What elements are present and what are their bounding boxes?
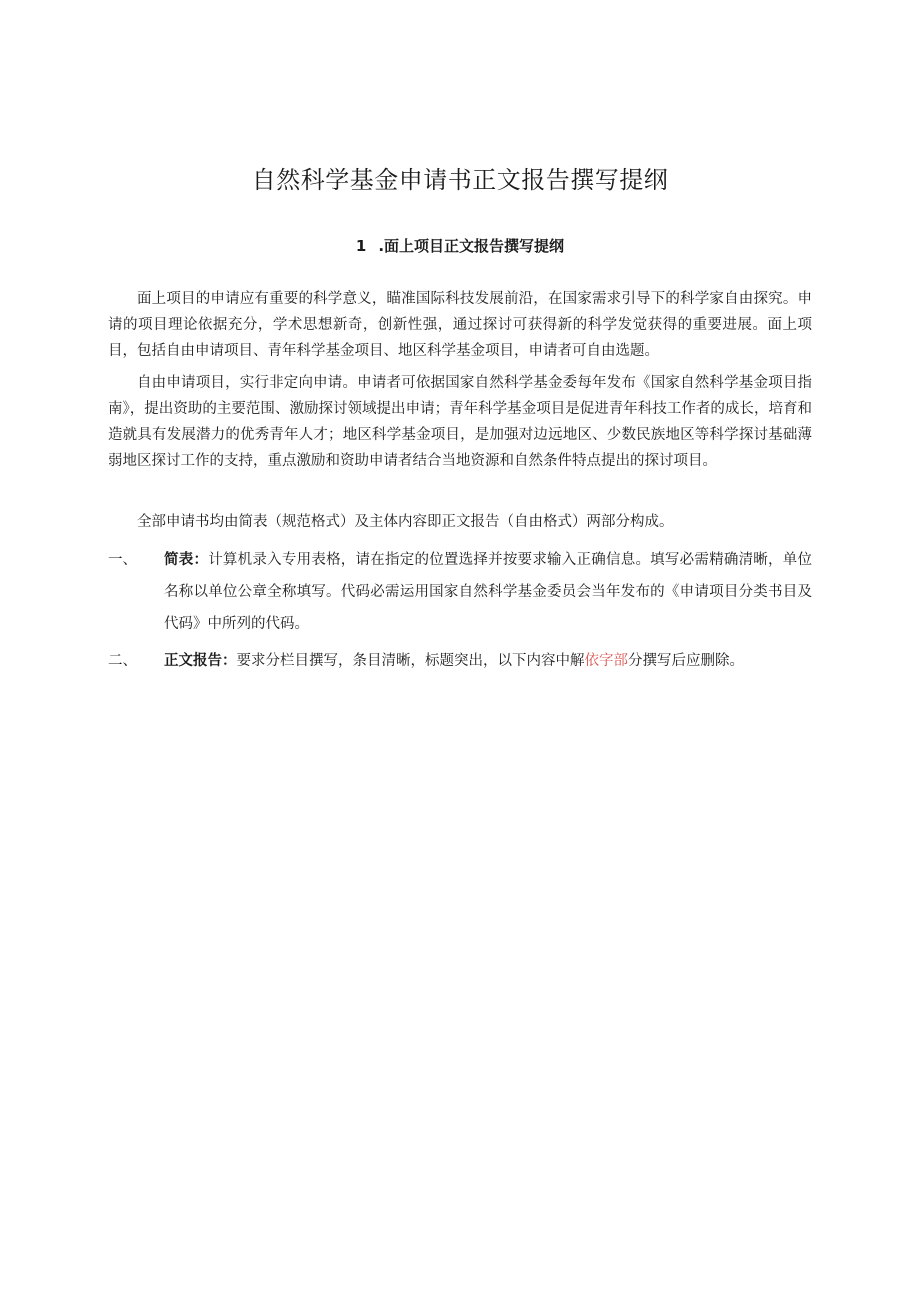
list-text-after: 分撰写后应删除。 xyxy=(628,653,744,669)
list-label: 简表： xyxy=(164,552,209,568)
list-item-brief-form xyxy=(108,544,812,640)
paragraph-2: 自由申请项目，实行非定向申请。申请者可依据国家自然科学基金委每年发布《国家自然科学基金项目指南》，提出资助的主要范围、激励探讨领域提出申请；青年科学基金项目是促进青年科技工作者的成长，培育和造就具有发展潜力的优秀青年人才；地区科学基金项目，是加强对边远地区、少数民族地区等科学探讨基础薄弱地区探讨工作的支持，重点激励和资助申请者结合当地资源和自然条件特点提出的探讨项目。 xyxy=(108,375,812,469)
paragraph-3-block xyxy=(108,509,812,535)
section-heading xyxy=(0,235,920,256)
list-content xyxy=(164,544,812,640)
document-title: 自然科学基金申请书正文报告撰写提纲 xyxy=(251,166,669,194)
paragraph-1-block xyxy=(108,286,812,364)
list-text-before: 要求分栏目撰写，条目清晰，标题突出，以下内容中解 xyxy=(236,653,585,669)
list-item-main-report xyxy=(108,645,812,677)
paragraph-2-block xyxy=(108,370,812,474)
section-heading-text: .面上项目正文报告撰写提纲 xyxy=(378,237,565,255)
highlighted-text: 依字部 xyxy=(584,653,628,669)
list-content xyxy=(164,645,812,677)
list-text: 计算机录入专用表格，请在指定的位置选择并按要求输入正确信息。填写必需精确清晰，单位名称以单位公章全称填写。代码必需运用国家自然科学基金委员会当年发布的《申请项目分类书目及代码》中所列的代码。 xyxy=(164,552,813,632)
section-number: 1 xyxy=(355,237,367,255)
list-marker: 一、 xyxy=(108,552,137,568)
paragraph-3: 全部申请书均由简表（规范格式）及主体内容即正文报告（自由格式）两部分构成。 xyxy=(137,514,674,530)
list-marker: 二、 xyxy=(108,653,137,669)
list-label: 正文报告： xyxy=(164,653,237,669)
paragraph-1: 面上项目的申请应有重要的科学意义，瞄准国际科技发展前沿，在国家需求引导下的科学家自由探究。申请的项目理论依据充分，学术思想新奇，创新性强，通过探讨可获得新的科学发觉获得的重要进展。面上项目，包括自由申请项目、青年科学基金项目、地区科学基金项目，申请者可自由选题。 xyxy=(108,291,812,359)
